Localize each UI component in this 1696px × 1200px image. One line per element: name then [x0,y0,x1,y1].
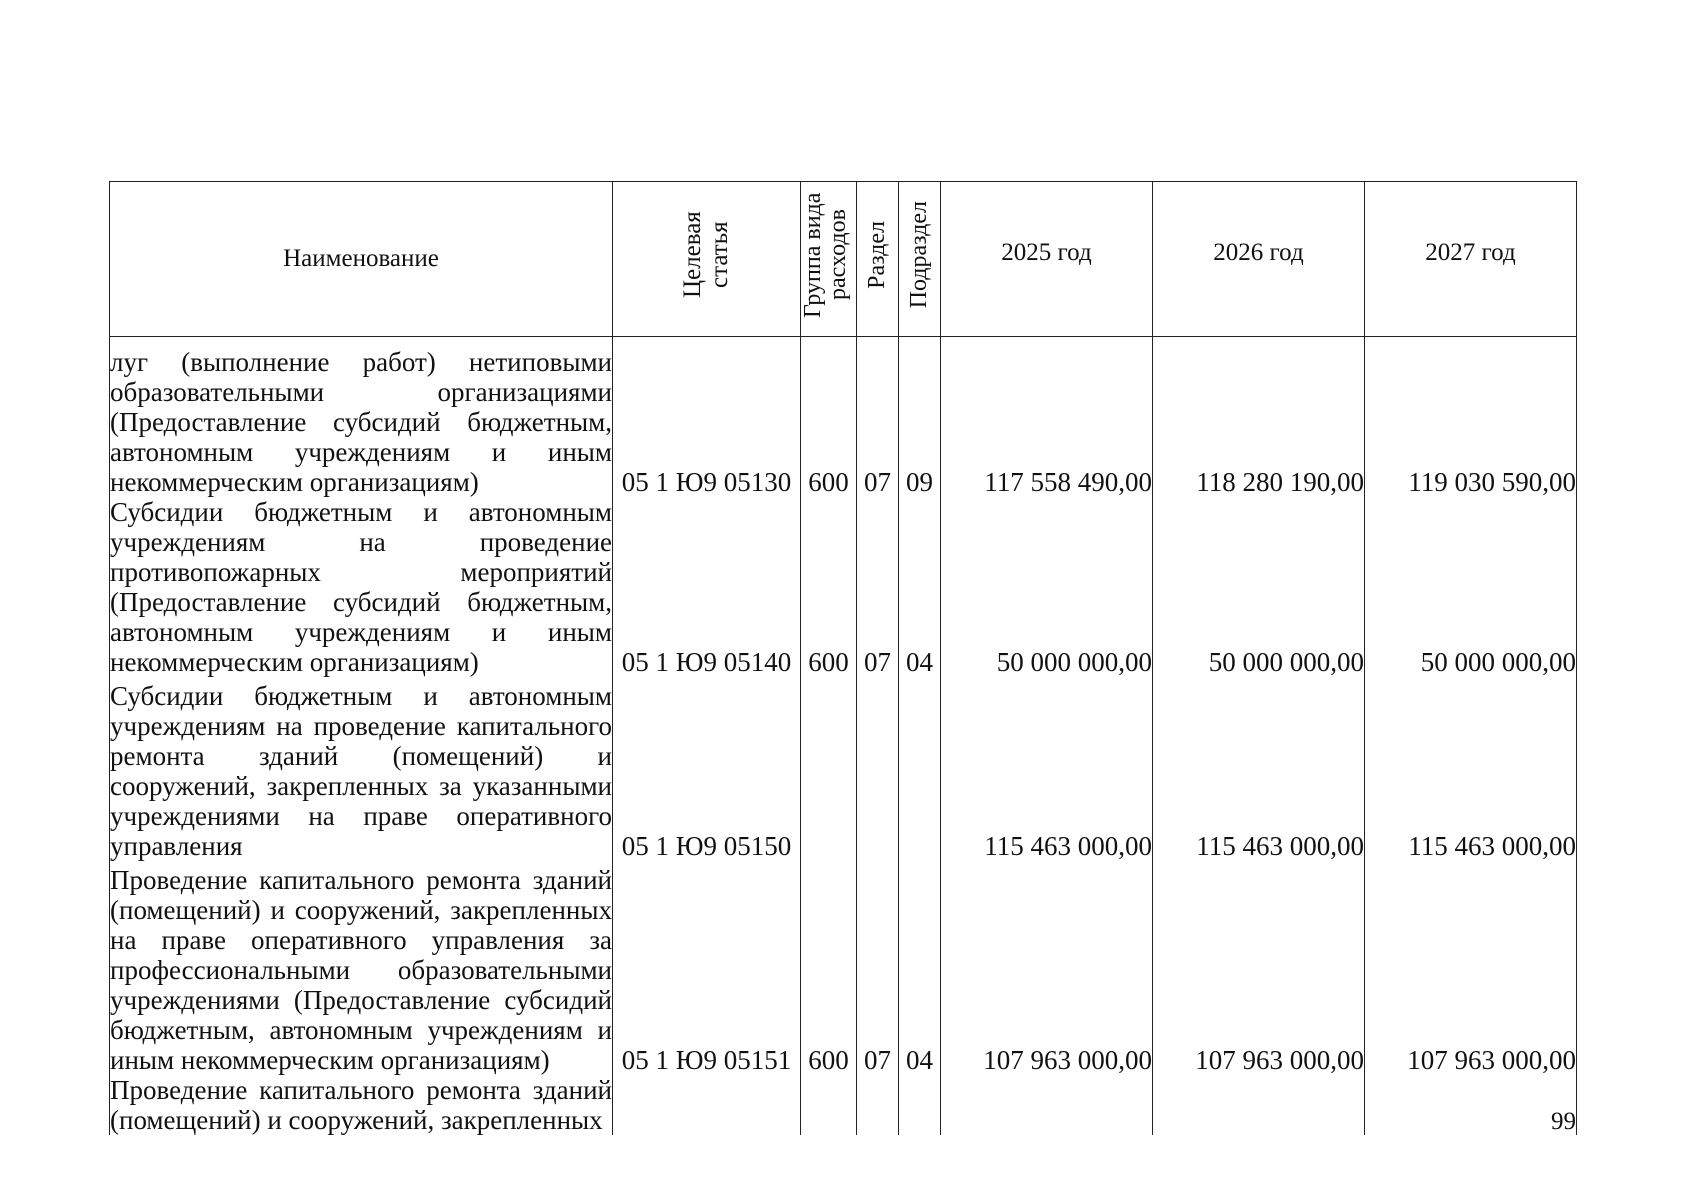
row-expense-group: 600 [801,861,857,1075]
row-section [857,677,899,861]
budget-table [109,181,1577,1135]
header-section: Раздел [857,182,899,337]
table-row [110,1075,1577,1135]
row-amount-2025: 117 558 490,00 [941,337,1153,497]
row-amount-2025: 115 463 000,00 [941,677,1153,861]
table-row [110,337,1577,497]
row-amount-2027: 119 030 590,00 [1365,337,1577,497]
row-target-article: 05 1 Ю9 05130 [613,337,801,497]
header-subsection: Подраздел [899,182,941,337]
row-amount-2026: 115 463 000,00 [1153,677,1365,861]
row-subsection [899,1075,941,1135]
header-year-2025: 2025 год [941,182,1153,337]
row-name: Субсидии бюджетным и автономным учреждениям на проведение противопожарных мероприятий (Предоставление субсидий бюджетным, автономным учреждениям и иным некоммерческим организациям) [110,496,612,677]
row-name: Проведение капитального ремонта зданий (помещений) и сооружений, закрепленных на праве оперативного управления за профессиональными образовательными учреждениями (Предоставление субсидий бюджетным, автономным учреждениям и иным некоммерческим организациям) [110,861,613,1075]
row-amount-2027: 50 000 000,00 [1365,497,1577,677]
table-header-row [110,182,1577,337]
header-year-2026: 2026 год [1153,182,1365,337]
row-expense-group: 600 [801,497,857,677]
table-row [110,497,1577,677]
row-expense-group [801,677,857,861]
header-year-2027: 2027 год [1365,182,1577,337]
page-number: 99 [1551,1108,1576,1135]
row-subsection: 04 [899,497,941,677]
row-amount-2026: 118 280 190,00 [1153,337,1365,497]
row-target-article [613,1075,801,1135]
row-target-article: 05 1 Ю9 05151 [613,861,801,1075]
row-amount-2027 [1365,1075,1577,1135]
row-amount-2026: 50 000 000,00 [1153,497,1365,677]
row-name: Проведение капитального ремонта зданий (помещений) и сооружений, закрепленных [110,1074,612,1135]
header-name: Наименование [110,182,613,337]
table-row [110,861,1577,1075]
table-row [110,677,1577,861]
row-section [857,1075,899,1135]
row-amount-2027: 115 463 000,00 [1365,677,1577,861]
row-amount-2027: 107 963 000,00 [1365,861,1577,1075]
header-target-article: Целевая статья [613,182,801,337]
row-subsection [899,677,941,861]
row-amount-2025: 50 000 000,00 [941,497,1153,677]
row-amount-2025: 107 963 000,00 [941,861,1153,1075]
row-amount-2026: 107 963 000,00 [1153,861,1365,1075]
row-name: Субсидии бюджетным и автономным учреждениям на проведение капитального ремонта зданий (помещений) и сооружений, закрепленных за указанными учреждениями на праве оперативного управления [110,677,613,861]
row-subsection: 04 [899,861,941,1075]
row-section: 07 [857,337,899,497]
row-name: луг (выполнение работ) нетиповыми образовательными организациями (Предоставление субсидий бюджетным, автономным учреждениям и иным некоммерческим организациям) [110,337,613,497]
row-subsection: 09 [899,337,941,497]
row-target-article: 05 1 Ю9 05140 [613,497,801,677]
row-section: 07 [857,497,899,677]
row-amount-2025 [941,1075,1153,1135]
row-expense-group [801,1075,857,1135]
row-amount-2026 [1153,1075,1365,1135]
header-expense-group: Группа вида расходов [801,182,857,337]
row-expense-group: 600 [801,337,857,497]
row-target-article: 05 1 Ю9 05150 [613,677,801,861]
row-section: 07 [857,861,899,1075]
